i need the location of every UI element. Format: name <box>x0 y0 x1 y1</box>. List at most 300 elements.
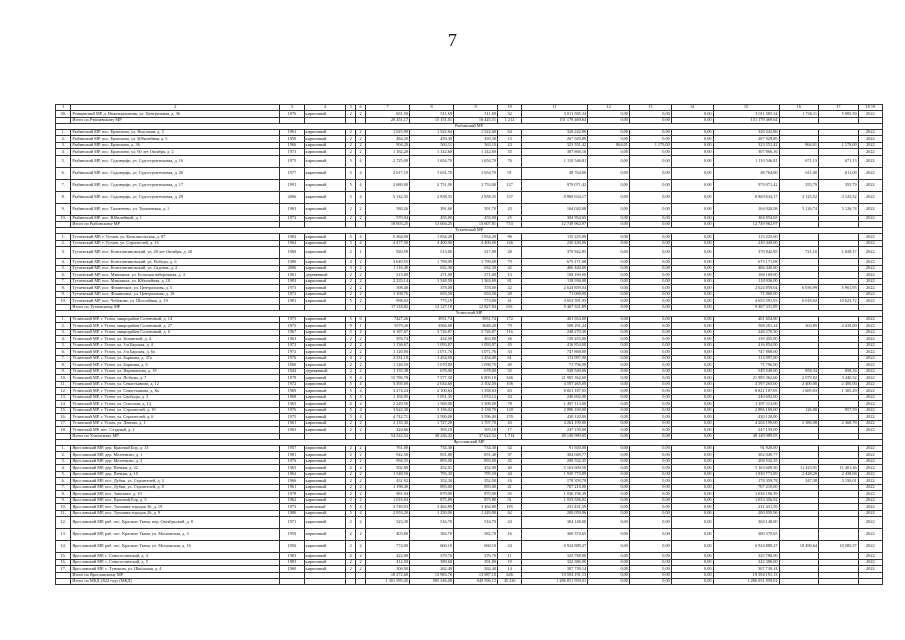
table-cell: 0,00 <box>671 427 713 434</box>
table-cell: 0,00 <box>629 433 671 439</box>
table-cell: 0,00 <box>629 375 671 382</box>
table-cell: 4 <box>346 259 356 266</box>
table-cell: 0,00 <box>629 458 671 465</box>
table-cell: 3951,74 <box>454 316 498 323</box>
table-cell: Ярославский МР, пос. Заволжье, д. 10 <box>71 491 280 498</box>
table-cell: кирпичный <box>304 529 346 541</box>
table-cell: Итого по Тутаевскому МР <box>71 304 280 310</box>
table-cell: кирпичный <box>304 336 346 343</box>
table-row <box>56 155 883 167</box>
table-cell: 323 551,42 <box>522 142 588 149</box>
housing-repair-register-table <box>55 104 883 585</box>
table-cell: 15 786,78 <box>366 375 410 382</box>
table-cell: 2 034,60 <box>410 381 454 388</box>
table-cell: 1 522,60 <box>454 129 498 136</box>
table-cell: 1 363,69 <box>454 278 498 285</box>
table-body <box>56 105 883 585</box>
table-cell: 0,00 <box>588 420 630 427</box>
table-cell: 0,00 <box>671 541 713 553</box>
table-cell: Ярославский МР, дер. Меленково, д. 2 <box>71 458 280 465</box>
table-cell: 653,50 <box>454 291 498 298</box>
table-cell: 1983 <box>280 278 304 285</box>
table-cell: 37 622,52 <box>454 433 498 439</box>
table-cell: 21 985 362,60 <box>713 375 779 382</box>
table-cell: 1982 <box>280 234 304 241</box>
table-cell: 5 <box>346 504 356 511</box>
table-cell: 1986 <box>280 510 304 517</box>
table-cell: 172 <box>498 316 522 323</box>
table-cell: 0,00 <box>588 484 630 491</box>
table-cell: 0,00 <box>629 510 671 517</box>
table-cell: 208 532,35 <box>522 458 588 465</box>
column-number-cell: 1 <box>56 105 71 111</box>
table-cell: Угличский МР, г. Углич, ул. 3-я Барская, д. 4 <box>71 342 280 349</box>
table-cell: 416 854,00 <box>713 342 779 349</box>
table-cell: 5 <box>346 381 356 388</box>
table-cell: кирпичный <box>304 381 346 388</box>
table-cell: 0,00 <box>629 497 671 504</box>
table-cell: 2022 <box>858 349 882 356</box>
table-cell: 466 440,00 <box>522 265 588 272</box>
table-cell: 307 739,14 <box>713 566 779 573</box>
table-cell: 4 <box>356 329 366 336</box>
table-cell: 1972 <box>280 381 304 388</box>
table-cell: 0,00 <box>629 407 671 414</box>
table-cell: 0,00 <box>671 407 713 414</box>
table-cell: 302 049,77 <box>713 452 779 459</box>
table-cell: 2022 <box>858 458 882 465</box>
table-cell: 3 464,80 <box>454 504 498 511</box>
table-cell: 5 <box>346 407 356 414</box>
table-cell: кирпичный <box>304 215 346 222</box>
table-cell: 71 068,00 <box>522 291 588 298</box>
table-cell: 2 <box>356 541 366 553</box>
table-cell: 5 364,00 <box>366 234 410 241</box>
table-cell: 79 <box>498 323 522 330</box>
table-cell: 401 654,00 <box>522 316 588 323</box>
table-cell: 1969 <box>280 247 304 259</box>
table-cell: 3 726,87 <box>454 329 498 336</box>
table-cell: 2 <box>356 553 366 560</box>
table-cell: 0,00 <box>671 136 713 143</box>
table-cell: кирпичный <box>304 136 346 143</box>
table-cell: 11. <box>56 381 71 388</box>
table-cell: 452,00 <box>454 465 498 472</box>
table-cell: 1 070,80 <box>410 362 454 369</box>
table-cell: 5 <box>346 414 356 421</box>
table-cell: Ярославский МР, пос. Дубки, ул. Строителей, д. 3 <box>71 478 280 485</box>
table-cell: 4 <box>356 510 366 517</box>
table-cell: 516,70 <box>454 517 498 529</box>
table-cell: 9. <box>56 497 71 504</box>
table-cell: 0,00 <box>629 420 671 427</box>
table-cell: 4 <box>356 179 366 191</box>
table-cell: 11 401,46 <box>819 465 859 472</box>
table-cell: 35 <box>498 368 522 375</box>
table-cell: 671,13 <box>779 155 819 167</box>
table-cell: 9 <box>346 375 356 382</box>
table-cell: 4. <box>56 149 71 156</box>
table-cell: 2022 <box>858 355 882 362</box>
table-cell: 43 <box>498 420 522 427</box>
table-cell: 0,00 <box>629 491 671 498</box>
table-cell: 1 930 773,89 <box>713 471 779 478</box>
table-cell: 0,00 <box>671 497 713 504</box>
table-cell: 200 059,96 <box>522 510 588 517</box>
table-cell: 398,40 <box>366 285 410 292</box>
table-cell: 0,00 <box>671 179 713 191</box>
table-cell: 0,00 <box>671 129 713 136</box>
table-cell <box>280 578 304 584</box>
table-cell: 13. <box>56 529 71 541</box>
table-row <box>56 541 883 553</box>
table-cell: 0,00 <box>671 265 713 272</box>
table-cell: 734,30 <box>454 445 498 452</box>
table-cell: 2 <box>356 111 366 118</box>
table-cell: 6 187,67 <box>366 329 410 336</box>
table-cell: 0,00 <box>629 336 671 343</box>
table-cell: 42 <box>498 285 522 292</box>
table-cell: 893,00 <box>410 484 454 491</box>
table-cell: 2 <box>346 111 356 118</box>
table-cell: 2022 <box>858 484 882 491</box>
table-cell: кирпичный <box>304 375 346 382</box>
table-cell: 0,00 <box>588 407 630 414</box>
table-cell: Угличский МР, г. Углич, микрорайон Солнечный, д. 6 <box>71 329 280 336</box>
table-cell: 4 597 265,00 <box>522 381 588 388</box>
table-cell: 13 <box>498 136 522 143</box>
subtotal-row <box>56 578 883 584</box>
table-cell: 2 <box>356 445 366 452</box>
table-cell: 5 <box>346 191 356 203</box>
table-cell: 2 <box>356 203 366 215</box>
table-cell: 0,00 <box>671 578 713 584</box>
table-cell: 231 431,59 <box>713 504 779 511</box>
column-number-cell: 4 <box>304 105 346 111</box>
table-cell: Рыбинский МР, пос. Ермолино, ул. 60 лет Октября, д. 2 <box>71 149 280 156</box>
table-cell: кирпичный <box>304 265 346 272</box>
table-cell: 1 028,17 <box>819 247 859 259</box>
table-cell: 1 301 395,45 <box>366 578 410 584</box>
table-cell: 795,50 <box>454 471 498 478</box>
table-cell: 484,20 <box>366 136 410 143</box>
table-cell: 2 <box>356 427 366 434</box>
table-cell: 998,02 <box>366 298 410 305</box>
table-cell: 1 651,70 <box>410 167 454 179</box>
table-cell: 2022 <box>858 394 882 401</box>
table-cell: 16 445,51 <box>454 117 498 123</box>
table-cell: 306,90 <box>366 566 410 573</box>
table-cell: 1978 <box>280 491 304 498</box>
table-cell: 1967 <box>280 329 304 336</box>
table-cell: 2006 <box>280 265 304 272</box>
table-cell: Ярославский МР, дер. Меленково, д. 1 <box>71 452 280 459</box>
table-cell: 304 148,00 <box>713 517 779 529</box>
table-cell: 2022 <box>858 414 882 421</box>
table-cell: 1 110 546,81 <box>713 155 779 167</box>
table-cell: 2 249,50 <box>366 401 410 408</box>
table-cell: 2 979,82 <box>779 375 819 382</box>
table-cell: 1 071,76 <box>410 349 454 356</box>
table-cell: 678,00 <box>410 368 454 375</box>
table-cell: 1976 <box>280 355 304 362</box>
table-cell: 0,00 <box>588 355 630 362</box>
table-cell: 231 431,59 <box>522 504 588 511</box>
table-cell: 19 594 191,13 <box>713 572 779 578</box>
table-cell: 1 142,60 <box>454 149 498 156</box>
table-cell: 32 <box>498 445 522 452</box>
table-cell: 3. <box>56 458 71 465</box>
column-number-cell: 13 <box>629 105 671 111</box>
table-cell: 3 150,01 <box>819 478 859 485</box>
table-cell: 2022 <box>858 401 882 408</box>
table-cell: 2 <box>346 401 356 408</box>
table-cell: 2022 <box>858 553 882 560</box>
table-cell: 1959 <box>280 136 304 143</box>
table-cell: 0,00 <box>671 336 713 343</box>
table-cell: 271,00 <box>410 272 454 279</box>
table-cell: 430 120,00 <box>713 414 779 421</box>
table-cell: 5 <box>346 167 356 179</box>
table-cell: 0,00 <box>629 504 671 511</box>
table-cell: 3. <box>56 247 71 259</box>
table-cell: 0,00 <box>671 240 713 247</box>
table-cell: 0,00 <box>629 136 671 143</box>
table-cell: 1 162,20 <box>366 149 410 156</box>
table-cell: 747 868,00 <box>522 349 588 356</box>
table-cell: 2 <box>346 149 356 156</box>
table-cell: 12. <box>56 388 71 395</box>
table-cell: 0,00 <box>671 329 713 336</box>
table-cell: 2022 <box>858 465 882 472</box>
table-cell: 2 <box>356 298 366 305</box>
table-cell: кирпичный <box>304 240 346 247</box>
table-cell: 3 596,00 <box>454 414 498 421</box>
table-cell: 178 359,78 <box>522 478 588 485</box>
table-cell: 0,00 <box>588 117 630 123</box>
table-cell: 508 291,24 <box>522 323 588 330</box>
table-cell: 1 116,40 <box>366 265 410 272</box>
table-cell: Ярославский МР, раб. пос. Красные Ткачи, ул. Московская, д. 16 <box>71 541 280 553</box>
table-cell: 5 163 609,50 <box>522 465 588 472</box>
table-cell: 49 149 989,05 <box>713 433 779 439</box>
table-cell: 8. <box>56 285 71 292</box>
table-cell: 230 440,00 <box>522 240 588 247</box>
table-cell: 1 164,95 <box>366 394 410 401</box>
table-cell: Ярославский МР, дер. Пеньки, д. 10 <box>71 471 280 478</box>
table-cell <box>56 578 71 584</box>
table-cell: 1962 <box>280 471 304 478</box>
table-cell: 1 093,87 <box>410 342 454 349</box>
table-cell: 1 286 051 959,01 <box>522 578 588 584</box>
table-cell: 48 764,06 <box>522 167 588 179</box>
table-cell: 0,00 <box>671 117 713 123</box>
table-cell: деревянный <box>304 368 346 375</box>
table-cell: 1944 <box>280 368 304 375</box>
table-cell: 320 242,86 <box>713 129 779 136</box>
table-cell: 2 <box>356 291 366 298</box>
table-cell: 2022 <box>858 362 882 369</box>
table-cell: 432,00 <box>410 336 454 343</box>
table-cell: 734,30 <box>410 445 454 452</box>
table-cell: 0,00 <box>588 368 630 375</box>
table-cell: 3 590,00 <box>410 414 454 421</box>
table-cell: 6. <box>56 167 71 179</box>
table-cell: 2 <box>346 458 356 465</box>
table-cell: 3 125,52 <box>779 191 819 203</box>
table-cell: 0,00 <box>671 381 713 388</box>
table-cell: Рыбинский МР, пос. Ермолино, ул. Водопьян, д. 5 <box>71 129 280 136</box>
table-cell: 2 386,98 <box>779 420 819 427</box>
table-cell: 0,00 <box>629 355 671 362</box>
table-cell: кирпичный <box>304 497 346 504</box>
table-cell: 1 727,20 <box>410 420 454 427</box>
table-cell: 96 <box>498 234 522 241</box>
table-cell: 382,70 <box>410 529 454 541</box>
table-cell: 19 <box>498 559 522 566</box>
table-cell: 10. <box>56 298 71 305</box>
table-cell: Тутаевский МР, пос. Константиновский, ул. Садовая, д. 2 <box>71 265 280 272</box>
table-cell: 0,00 <box>629 111 671 118</box>
table-cell: 4 <box>356 240 366 247</box>
table-cell: 864,01 <box>588 142 630 149</box>
table-cell: кирпичный <box>304 491 346 498</box>
table-cell: 1973 <box>280 504 304 511</box>
table-cell: 563,10 <box>454 142 498 149</box>
table-cell: 2 624 859,04 <box>522 285 588 292</box>
table-cell: 2022 <box>858 375 882 382</box>
table-cell: 0,00 <box>629 342 671 349</box>
table-cell: 2 <box>346 342 356 349</box>
table-cell: Тутаевский МР, г. Тутаев, ул. Комсомольская, д. 87 <box>71 234 280 241</box>
table-cell: 267 929,89 <box>522 136 588 143</box>
table-cell: кирпичный <box>304 553 346 560</box>
table-cell: 2 617,10 <box>366 167 410 179</box>
column-number-cell: 6 <box>356 105 366 111</box>
table-cell: 91 920,00 <box>713 445 779 452</box>
table-cell: 2 <box>356 401 366 408</box>
table-cell: 508 291,24 <box>713 323 779 330</box>
table-cell: 452,01 <box>410 465 454 472</box>
table-cell: 0,00 <box>671 298 713 305</box>
table-cell: 0,00 <box>588 362 630 369</box>
table-cell: 1961 <box>280 129 304 136</box>
table-cell: 2 <box>356 278 366 285</box>
table-cell: 3 011 585,34 <box>713 111 779 118</box>
table-cell: Ярославский МР, с. Туношна, ул. Школьная, д. 4 <box>71 566 280 573</box>
table-cell: 360 370,65 <box>713 529 779 541</box>
table-cell: 1981 <box>280 452 304 459</box>
table-cell: 71 796,00 <box>522 362 588 369</box>
table-cell: 6 <box>356 316 366 323</box>
table-cell: 118 936,00 <box>713 278 779 285</box>
table-cell: 49 <box>498 362 522 369</box>
table-cell: 2 368,78 <box>819 420 859 427</box>
table-cell: 2 <box>346 427 356 434</box>
table-cell: кирпичный <box>304 179 346 191</box>
table-cell: 0,00 <box>629 316 671 323</box>
table-cell: кирпичный <box>304 298 346 305</box>
table-cell: 2 <box>346 566 356 573</box>
table-cell: Рыбинский МР, пос. Ермолино, д. 36 <box>71 142 280 149</box>
table-cell: 4 <box>356 381 366 388</box>
table-cell: 1 454,00 <box>454 355 498 362</box>
table-cell: кирпичный <box>304 329 346 336</box>
table-cell: 0,00 <box>671 247 713 259</box>
table-cell: 0,00 <box>629 203 671 215</box>
table-cell: 19 594 191,13 <box>522 572 588 578</box>
table-cell: Угличский МР, г. Углич, ул. Зелинской, д. 4 <box>71 336 280 343</box>
table-cell: 0,00 <box>629 298 671 305</box>
table-cell: 0,00 <box>629 414 671 421</box>
table-cell: 4 <box>356 155 366 167</box>
table-cell: 3648,20 <box>454 323 498 330</box>
table-cell: 2 235,14 <box>366 278 410 285</box>
table-cell: 1 707,70 <box>454 420 498 427</box>
table-cell: 1 179,00 <box>819 142 859 149</box>
table-cell: 4. <box>56 259 71 266</box>
table-row <box>56 167 883 179</box>
table-cell: 1. <box>56 234 71 241</box>
table-cell: 2 <box>356 566 366 573</box>
column-number-cell: 17 <box>819 105 859 111</box>
table-cell: 2022 <box>858 247 882 259</box>
table-cell: 0,00 <box>629 368 671 375</box>
table-cell: 0,00 <box>671 375 713 382</box>
table-cell: Угличский МР, г. Углич, ул. Ленина, д. 1 <box>71 420 280 427</box>
table-cell: 0,00 <box>629 394 671 401</box>
table-cell: 12 127,18 <box>410 304 454 310</box>
table-cell: 3 726,87 <box>410 329 454 336</box>
table-cell: 0,00 <box>588 111 630 118</box>
table-cell: 1975 <box>280 316 304 323</box>
table-cell: 11 <box>498 553 522 560</box>
table-cell: 0,00 <box>629 572 671 578</box>
table-cell: 774,00 <box>366 541 410 553</box>
table-cell: 1 126,50 <box>366 362 410 369</box>
table-cell: 1 051,35 <box>410 394 454 401</box>
table-cell: 920,59 <box>366 247 410 259</box>
table-cell: 1965 <box>280 465 304 472</box>
table-cell: 2 <box>346 215 356 222</box>
table-cell: 139 455,00 <box>522 336 588 343</box>
table-cell: 1 093,87 <box>454 342 498 349</box>
table-cell: 376,70 <box>454 553 498 560</box>
table-cell <box>304 578 346 584</box>
table-cell: Итого по МКД 2022 году (МКД) <box>71 578 280 584</box>
table-cell: 5 <box>346 316 356 323</box>
table-cell: 1976 <box>280 458 304 465</box>
table-cell: кирпичный <box>304 445 346 452</box>
table-cell: 2 <box>356 355 366 362</box>
table-cell: 1 548,50 <box>366 471 410 478</box>
table-cell: 0,00 <box>671 349 713 356</box>
table-cell: 2022 <box>858 541 882 553</box>
table-cell: 0,00 <box>671 484 713 491</box>
table-cell: 0,00 <box>588 342 630 349</box>
table-cell: 33 <box>498 349 522 356</box>
table-cell: 355,79 <box>779 179 819 191</box>
table-cell: 5 163 609,50 <box>713 465 779 472</box>
table-cell: 2 <box>356 465 366 472</box>
table-cell: Угличский МР, г. Углич, ул. 3-я Барская, д. 6а <box>71 349 280 356</box>
table-cell: 2 <box>356 149 366 156</box>
table-cell: 2022 <box>858 452 882 459</box>
table-cell: 0,00 <box>629 529 671 541</box>
table-cell: 463,80 <box>454 336 498 343</box>
table-cell: 2 838,35 <box>410 191 454 203</box>
table-cell: 0,00 <box>588 458 630 465</box>
